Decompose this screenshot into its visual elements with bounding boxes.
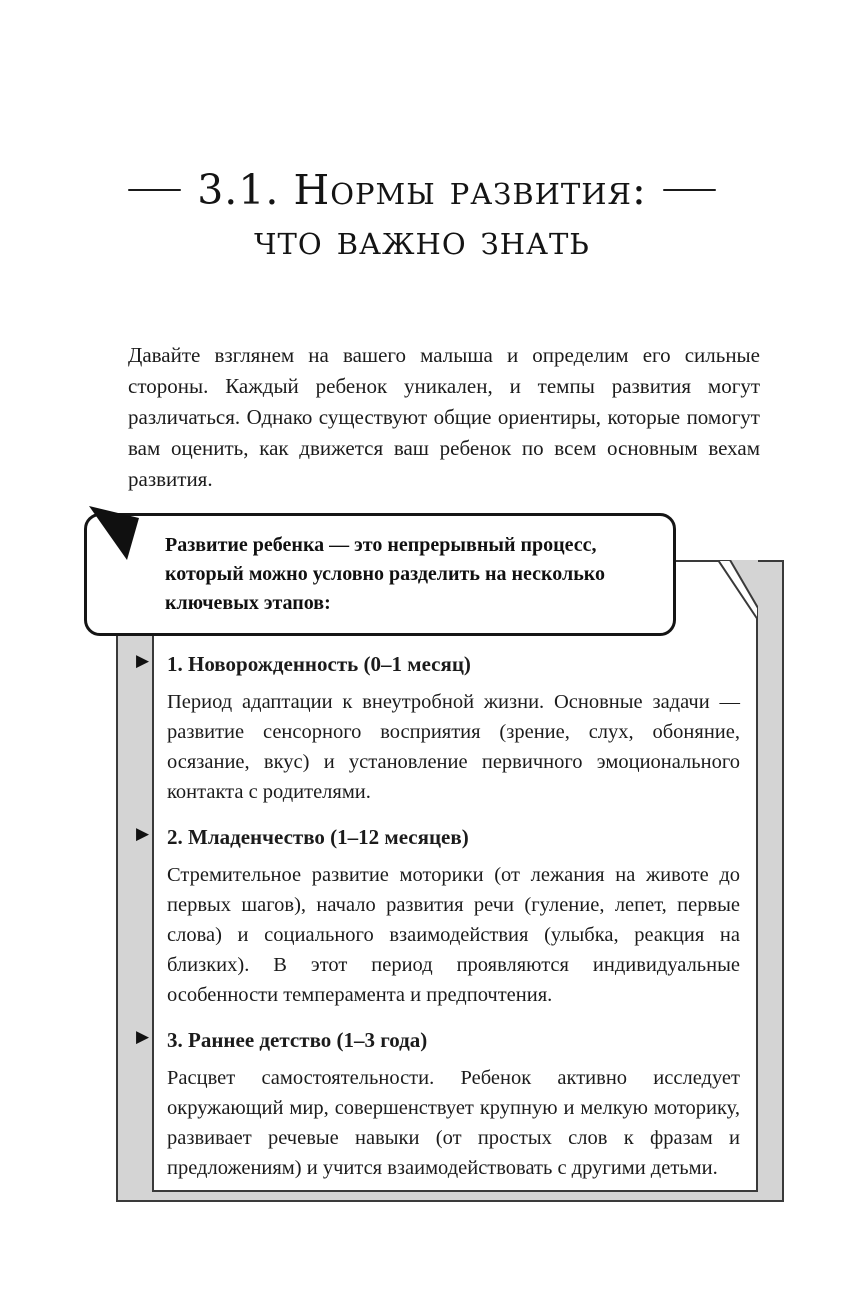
chapter-title-row <box>0 166 844 214</box>
callout-bubble <box>84 513 676 636</box>
stage-bullet-icon: ▶ <box>136 824 150 844</box>
stage-body: Период адаптации к внеутробной жизни. Основные задачи — развитие сенсорного восприятия (зрение, слух, обоняние, осязание, вкус) и установление первичного эмоционального контакта с родителями. <box>167 691 740 803</box>
stage-heading: 2. Младенчество (1–12 месяцев) <box>167 825 469 849</box>
stages-sheet-backing <box>116 560 784 1202</box>
stage-bullet-icon: ▶ <box>136 1027 150 1047</box>
chapter-title <box>0 166 844 264</box>
intro-paragraph: Давайте взглянем на вашего малыша и определим его сильные стороны. Каждый ребенок уникален, и темпы развития могут различаться. Однако существуют общие ориентиры, которые помогут вам оценить, как движется ваш ребенок по всем основным вехам развития. <box>128 343 760 491</box>
callout-text: Развитие ребенка — это непрерывный процесс, который можно условно разделить на несколько ключевых этапов: <box>165 534 606 614</box>
stage-heading: 1. Новорожденность (0–1 месяц) <box>167 652 471 676</box>
stage-body: Расцвет самостоятельности. Ребенок активно исследует окружающий мир, совершенствует крупную и мелкую моторику, развивает речевые навыки (от простых слов к фразам и предложениям) и учится взаимодействовать с другими детьми. <box>167 1067 740 1179</box>
chapter-title-line1: 3.1. Нормы развития: <box>197 166 647 214</box>
list-item <box>136 1026 740 1183</box>
stages-sheet-page <box>136 560 758 1192</box>
stages-list <box>136 562 756 1190</box>
list-item <box>136 823 740 1010</box>
title-rule-left-icon <box>128 189 181 191</box>
title-rule-right-icon <box>663 189 716 191</box>
list-item <box>136 650 740 807</box>
chapter-title-line2: что важно знать <box>254 216 590 264</box>
speech-tail-icon <box>89 504 141 562</box>
stage-body: Стремительное развитие моторики (от лежания на животе до первых шагов), начало развития речи (гуление, лепет, первые слова) и социального взаимодействия (улыбка, реакция на близких). В этот период проявляются индивидуальные особенности темперамента и предпочтения. <box>167 864 740 1006</box>
stage-bullet-icon: ▶ <box>136 651 150 671</box>
stage-heading: 3. Раннее детство (1–3 года) <box>167 1028 428 1052</box>
